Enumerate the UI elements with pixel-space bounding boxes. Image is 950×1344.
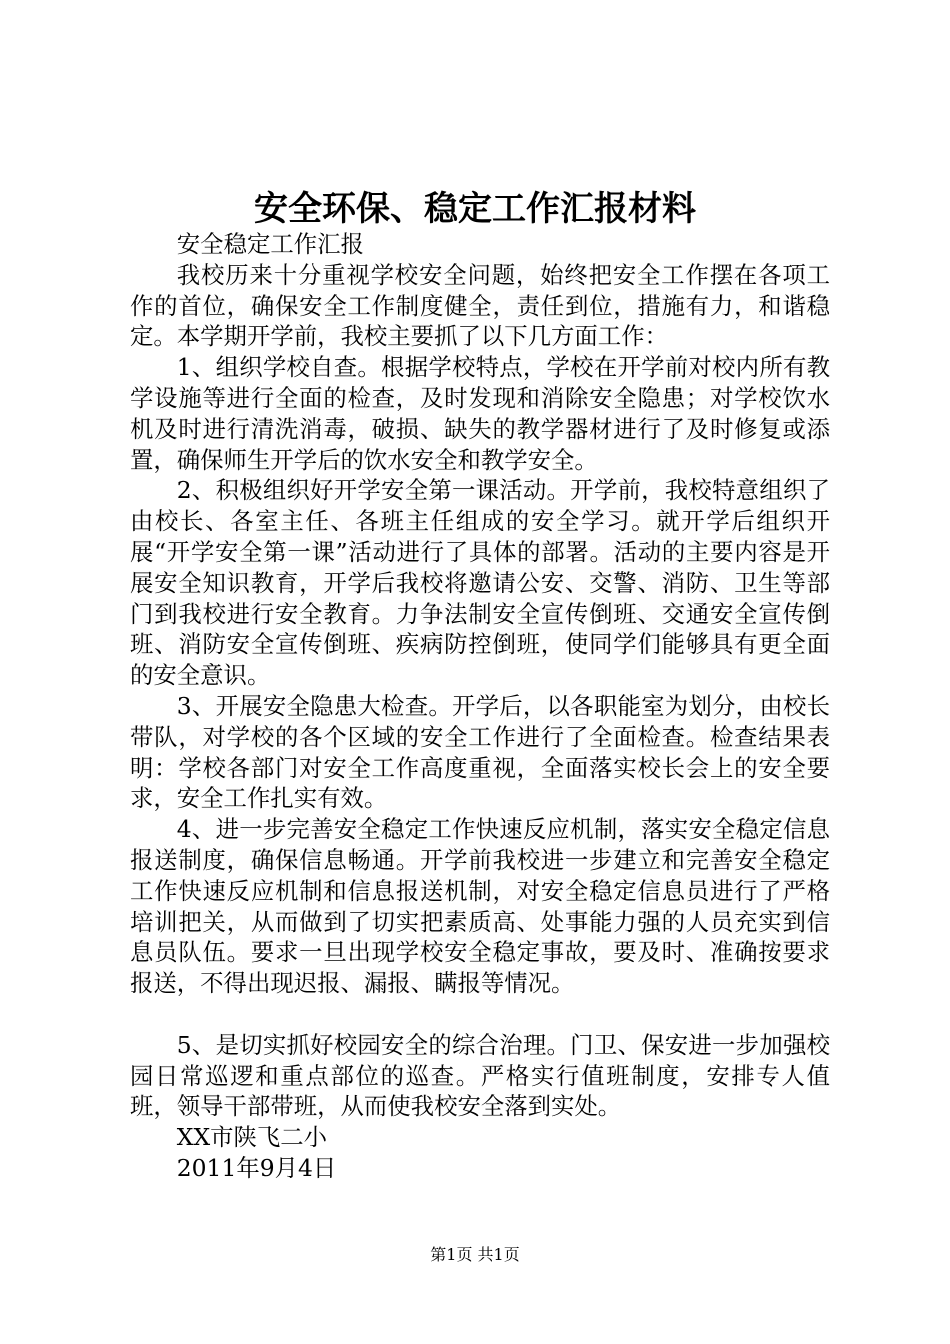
page-footer: 第1页 共1页 [430, 1245, 520, 1264]
document-title: 安全环保、稳定工作汇报材料 [254, 189, 696, 229]
item-4-paragraph: 4、进一步完善安全稳定工作快速反应机制，落实安全稳定信息报送制度，确保信息畅通。开学前我校进一步建立和完善安全稳定工作快速反应机制和信息报送机制，对安全稳定信息员进行了严格培训把关，从而做到了切实把素质高、处事能力强的人员充实到信息员队伍。要求一旦出现学校安全稳定事故，要及时、准确按要求报送，不得出现迟报、漏报、瞒报等情况。 [130, 815, 830, 998]
blank-line [130, 999, 830, 1030]
item-3-paragraph: 3、开展安全隐患大检查。开学后，以各职能室为划分，由校长带队，对学校的各个区域的安全工作进行了全面检查。检查结果表明：学校各部门对安全工作高度重视，全面落实校长会上的安全要求，安全工作扎实有效。 [130, 691, 830, 813]
item-2-paragraph: 2、积极组织好开学安全第一课活动。开学前，我校特意组织了由校长、各室主任、各班主任组成的安全学习。就开学后组织开展“开学安全第一课”活动进行了具体的部署。活动的主要内容是开展安全知识教育，开学后我校将邀请公安、交警、消防、卫生等部门到我校进行安全教育。力争法制安全宣传倒班、交通安全宣传倒班、消防安全宣传倒班、疾病防控倒班，使同学们能够具有更全面的安全意识。 [130, 476, 830, 690]
intro-paragraph: 我校历来十分重视学校安全问题，始终把安全工作摆在各项工作的首位，确保安全工作制度健全，责任到位，措施有力，和谐稳定。本学期开学前，我校主要抓了以下几方面工作： [130, 260, 830, 351]
signature-line: XX市陕飞二小 [176, 1123, 328, 1152]
item-1-paragraph: 1、组织学校自查。根据学校特点，学校在开学前对校内所有教学设施等进行全面的检查，及时发现和消除安全隐患；对学校饮水机及时进行清洗消毒，破损、缺失的教学器材进行了及时修复或添置，确保师生开学后的饮水安全和教学安全。 [130, 353, 830, 474]
item-5-paragraph: 5、是切实抓好校园安全的综合治理。门卫、保安进一步加强校园日常巡逻和重点部位的巡查。严格实行值班制度，安排专人值班，领导干部带班，从而使我校安全落到实处。 [130, 1030, 830, 1121]
date-line: 2011年9月4日 [176, 1153, 337, 1182]
document-body [130, 229, 830, 1184]
subtitle-paragraph: 安全稳定工作汇报 [176, 230, 364, 258]
